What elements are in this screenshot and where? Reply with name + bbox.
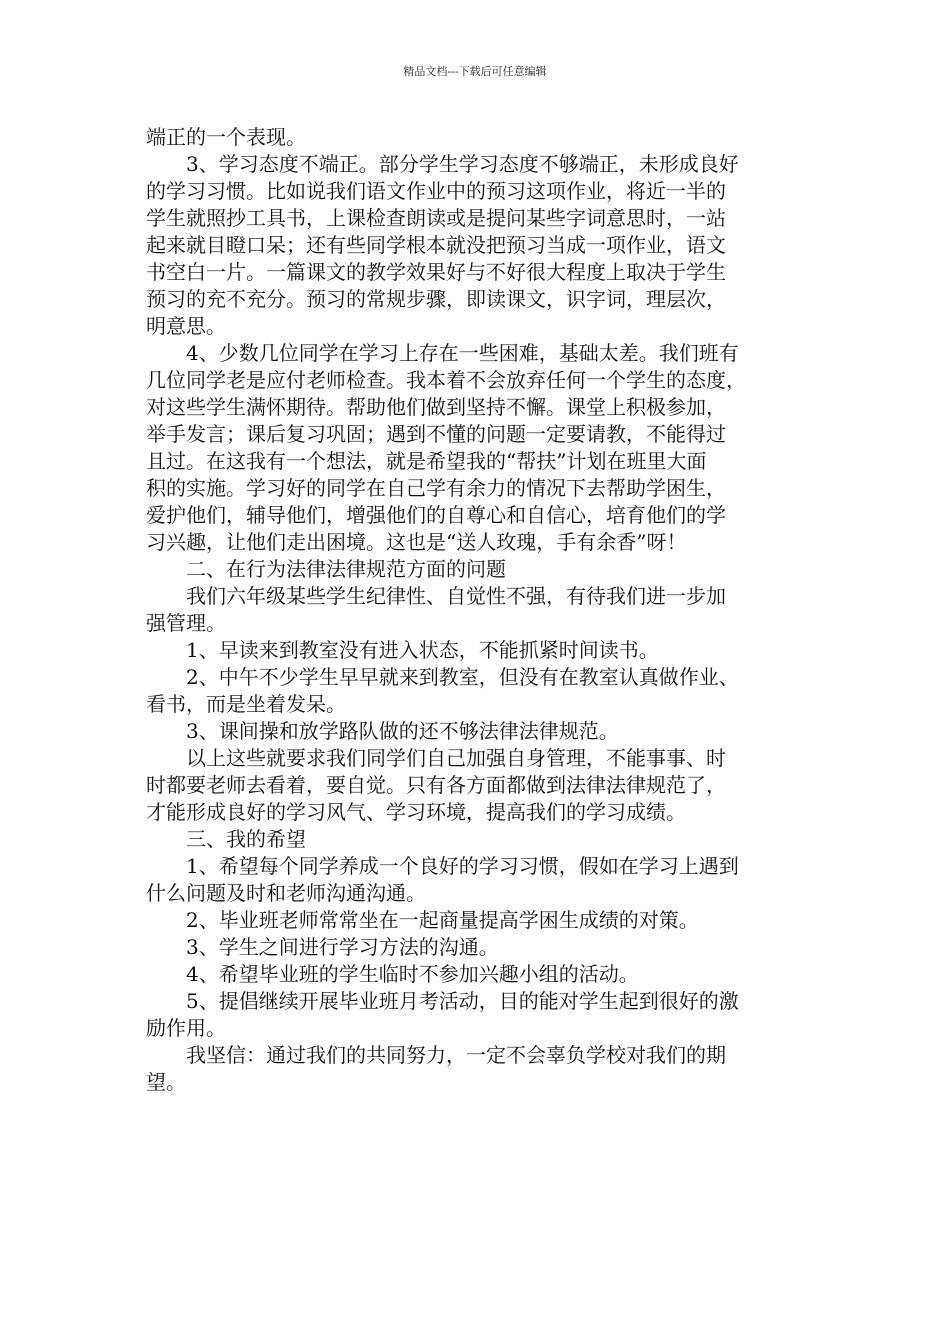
text-line: 1、早读来到教室没有进入状态，不能抓紧时间读书。 (186, 638, 659, 662)
text-line: 2、中午不少学生早早就来到教室，但没有在教室认真做作业、 (186, 665, 739, 689)
text-line: 几位同学老是应付老师检查。我本着不会放弃任何一个学生的态度， (146, 368, 746, 392)
text-line: 积的实施。学习好的同学在自己学有余力的情况下去帮助学困生， (146, 476, 726, 500)
text-line: 4、少数几位同学在学习上存在一些困难，基础太差。我们班有 (186, 341, 739, 365)
text-line: 时都要老师去看着，要自觉。只有各方面都做到法律法律规范了， (146, 773, 726, 797)
text-line: 且过。在这我有一个想法，就是希望我的“帮扶”计划在班里大面 (146, 449, 707, 473)
text-line: 5、提倡继续开展毕业班月考活动，目的能对学生起到很好的激 (186, 989, 739, 1013)
text-line: 强管理。 (146, 611, 226, 635)
text-line: 我们六年级某些学生纪律性、自觉性不强，有待我们进一步加 (186, 584, 726, 608)
text-line: 看书，而是坐着发呆。 (146, 692, 346, 716)
text-line: 举手发言；课后复习巩固；遇到不懂的问题一定要请教，不能得过 (146, 422, 726, 446)
text-line: 对这些学生满怀期待。帮助他们做到坚持不懈。课堂上积极参加， (146, 395, 726, 419)
text-line: 端正的一个表现。 (146, 125, 306, 149)
text-line: 3、课间操和放学路队做的还不够法律法律规范。 (186, 719, 619, 743)
text-line: 学生就照抄工具书，上课检查朗读或是提问某些字词意思时，一站 (146, 206, 726, 230)
text-line: 励作用。 (146, 1016, 226, 1040)
text-line: 起来就目瞪口呆；还有些同学根本就没把预习当成一项作业，语文 (146, 233, 726, 257)
page-header: 精品文档---下载后可任意编辑 (403, 65, 547, 78)
text-line: 什么问题及时和老师沟通沟通。 (146, 881, 426, 905)
document-body (146, 124, 822, 1096)
text-line: 二、在行为法律法律规范方面的问题 (186, 557, 506, 581)
text-line: 预习的充不充分。预习的常规步骤，即读课文，识字词，理层次， (146, 287, 726, 311)
text-line: 爱护他们，辅导他们，增强他们的自尊心和自信心，培育他们的学 (146, 503, 726, 527)
text-line: 的学习习惯。比如说我们语文作业中的预习这项作业，将近一半的 (146, 179, 726, 203)
text-line: 我坚信：通过我们的共同努力，一定不会辜负学校对我们的期 (186, 1043, 726, 1067)
text-line: 3、学习态度不端正。部分学生学习态度不够端正，未形成良好 (186, 152, 739, 176)
text-line: 以上这些就要求我们同学们自己加强自身管理，不能事事、时 (186, 746, 726, 770)
text-line: 习兴趣，让他们走出困境。这也是“送人玫瑰，手有余香”呀！ (146, 530, 687, 554)
text-line: 2、毕业班老师常常坐在一起商量提高学困生成绩的对策。 (186, 908, 699, 932)
text-line: 4、希望毕业班的学生临时不参加兴趣小组的活动。 (186, 962, 639, 986)
text-line: 3、学生之间进行学习方法的沟通。 (186, 935, 499, 959)
text-line: 三、我的希望 (186, 827, 306, 851)
text-line: 才能形成良好的学习风气、学习环境，提高我们的学习成绩。 (146, 800, 686, 824)
text-line: 望。 (146, 1070, 186, 1094)
text-line: 书空白一片。一篇课文的教学效果好与不好很大程度上取决于学生 (146, 260, 726, 284)
text-line: 1、希望每个同学养成一个良好的学习习惯，假如在学习上遇到 (186, 854, 739, 878)
text-line: 明意思。 (146, 314, 226, 338)
